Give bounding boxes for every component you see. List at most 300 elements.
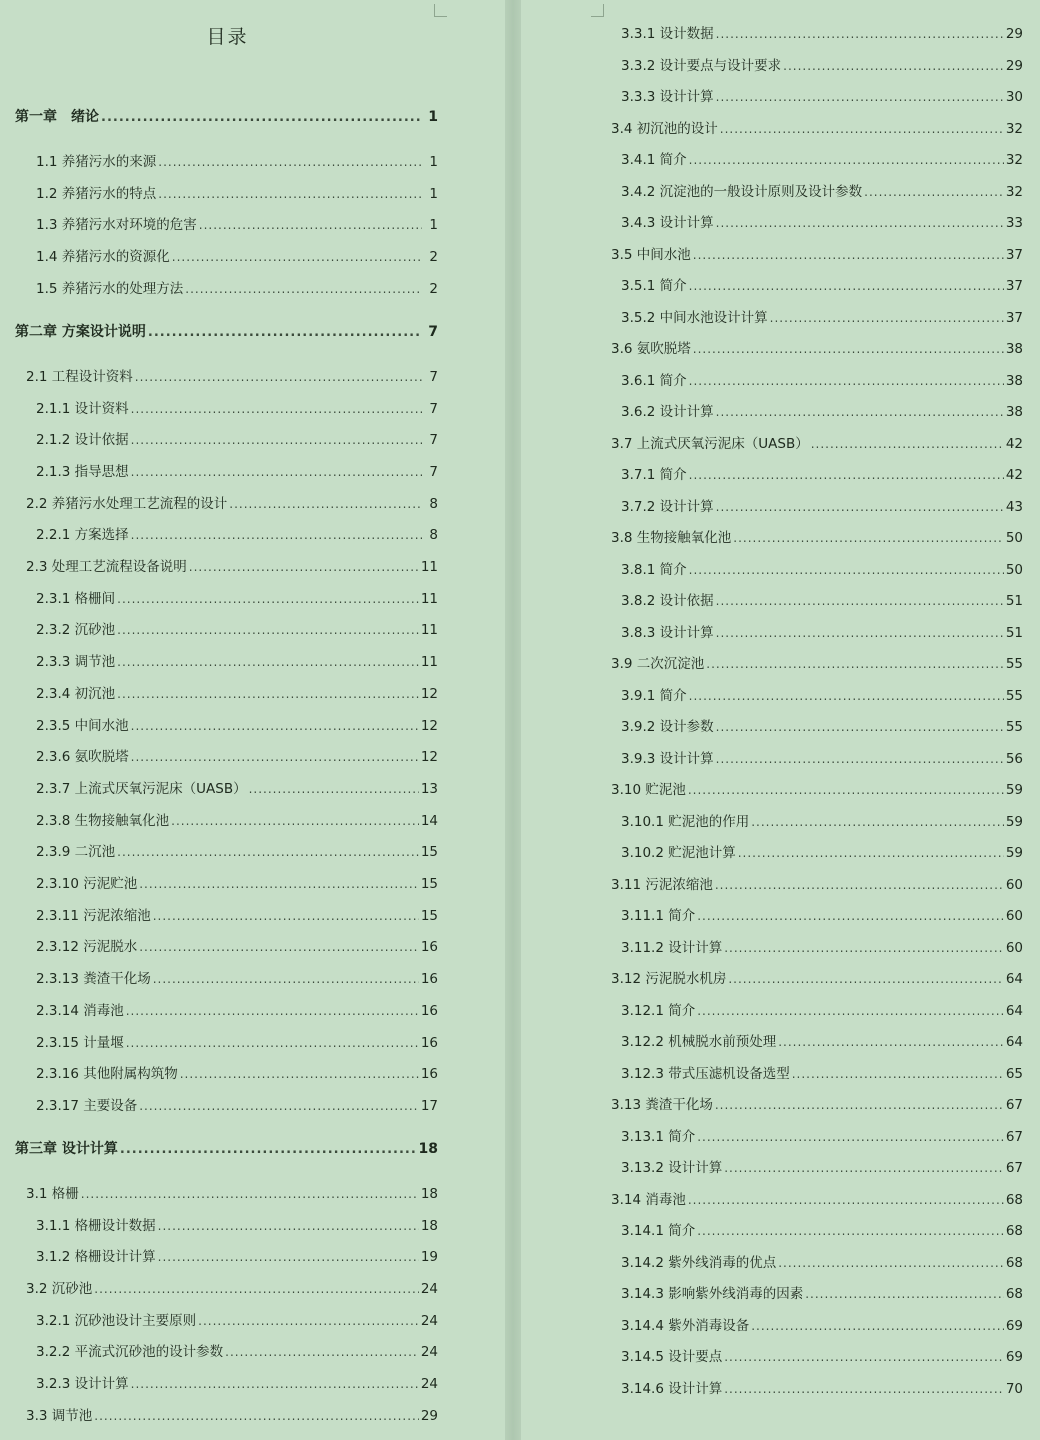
toc-entry[interactable]	[621, 558, 1023, 578]
toc-page-number: 37	[1005, 309, 1023, 326]
toc-page-number: 65	[1005, 1065, 1023, 1082]
toc-dot-leader	[131, 1377, 419, 1391]
toc-dot-leader	[158, 155, 422, 169]
toc-page-number: 18	[420, 1185, 438, 1202]
toc-dot-leader	[131, 402, 422, 416]
toc-entry[interactable]	[611, 967, 1023, 987]
toc-entry[interactable]	[621, 369, 1023, 389]
toc-entry-label: 3.14.4 紫外消毒设备	[621, 1317, 750, 1334]
toc-entry[interactable]	[36, 1309, 438, 1329]
toc-entry-label: 2.3.12 污泥脱水	[36, 939, 138, 956]
toc-entry-label: 3.13.1 简介	[621, 1128, 696, 1145]
page-corner-mark	[434, 4, 447, 17]
toc-page-number: 42	[1005, 467, 1023, 483]
toc-entry[interactable]	[621, 1219, 1023, 1239]
toc-dot-leader	[689, 563, 1004, 577]
toc-entry[interactable]	[621, 1030, 1023, 1050]
toc-page-number: 37	[1005, 278, 1023, 294]
toc-entry[interactable]	[36, 428, 438, 448]
toc-page-number: 7	[429, 463, 438, 480]
toc-entry[interactable]	[621, 148, 1023, 168]
toc-entry[interactable]	[621, 400, 1023, 420]
toc-dot-leader	[185, 282, 422, 296]
toc-entry-label: 3.12 污泥脱水机房	[611, 971, 727, 987]
toc-entry-label: 2.3.10 污泥贮池	[36, 876, 138, 892]
toc-entry-label: 3.14.2 紫外线消毒的优点	[621, 1254, 777, 1271]
toc-entry[interactable]	[36, 523, 438, 543]
toc-entry[interactable]	[36, 840, 438, 860]
toc-dot-leader	[738, 846, 1004, 860]
toc-entry[interactable]	[621, 715, 1023, 735]
toc-entry-label: 3.2.1 沉砂池设计主要原则	[36, 1312, 197, 1329]
toc-dot-leader	[148, 325, 422, 340]
toc-entry-label: 3.5 中间水池	[611, 246, 691, 263]
toc-entry-label: 2.3.6 氨吹脱塔	[36, 749, 129, 766]
toc-entry-label: 3.11 污泥浓缩池	[611, 876, 713, 893]
toc-page-number: 11	[420, 654, 438, 671]
toc-dot-leader	[117, 687, 419, 701]
toc-dot-leader	[158, 1250, 419, 1264]
toc-entry[interactable]	[36, 397, 438, 417]
toc-entry[interactable]	[36, 618, 438, 638]
toc-entry[interactable]	[26, 1182, 438, 1202]
toc-entry-label: 3.9.1 简介	[621, 687, 687, 704]
toc-entry-label: 3.12.1 简介	[621, 1002, 696, 1019]
toc-page-number: 69	[1005, 1317, 1023, 1334]
toc-dot-leader	[101, 110, 422, 125]
toc-page-number: 70	[1005, 1380, 1023, 1397]
toc-entry[interactable]	[26, 365, 438, 385]
toc-entry[interactable]	[621, 1251, 1023, 1271]
toc-dot-leader	[229, 497, 422, 511]
toc-dot-leader	[158, 1219, 419, 1233]
toc-entry-label: 2.3.7 上流式厌氧污泥床（UASB）	[36, 780, 247, 797]
toc-entry-label: 3.13 粪渣干化场	[611, 1097, 713, 1113]
toc-entry-label: 3.8.3 设计计算	[621, 624, 714, 641]
toc-entry-label: 2.3.17 主要设备	[36, 1097, 138, 1114]
toc-page-number: 60	[1005, 876, 1023, 893]
toc-entry[interactable]	[621, 85, 1023, 105]
toc-dot-leader	[733, 531, 1004, 545]
toc-entry[interactable]	[36, 967, 438, 987]
toc-dot-leader	[117, 623, 419, 637]
toc-entry[interactable]	[36, 872, 438, 892]
toc-page-number: 68	[1005, 1191, 1023, 1208]
toc-page-number: 1	[428, 109, 438, 125]
toc-dot-leader	[139, 940, 419, 954]
toc-page-number: 24	[420, 1281, 438, 1297]
toc-page-number: 33	[1005, 215, 1023, 231]
toc-entry-label: 3.2 沉砂池	[26, 1281, 93, 1297]
toc-dot-leader	[811, 437, 1004, 451]
toc-page-number: 12	[420, 749, 438, 766]
toc-entry[interactable]	[36, 714, 438, 734]
toc-dot-leader	[126, 1036, 419, 1050]
toc-page-number: 67	[1005, 1128, 1023, 1145]
toc-page-number: 55	[1005, 656, 1023, 672]
toc-entry[interactable]	[36, 245, 438, 265]
toc-dot-leader	[697, 1130, 1004, 1144]
toc-page-left	[0, 0, 505, 1440]
toc-entry[interactable]	[26, 1404, 438, 1424]
toc-entry-label: 3.14.1 简介	[621, 1223, 696, 1239]
toc-entry-label: 1.2 养猪污水的特点	[36, 185, 157, 202]
toc-dot-leader	[697, 1004, 1004, 1018]
toc-dot-leader	[778, 1256, 1004, 1270]
toc-page-number: 16	[420, 971, 438, 988]
toc-page-number: 8	[429, 495, 438, 512]
toc-entry-label: 2.3.1 格栅间	[36, 590, 116, 607]
toc-entry[interactable]	[621, 999, 1023, 1019]
toc-dot-leader	[135, 370, 422, 384]
toc-dot-leader	[131, 465, 422, 479]
toc-entry[interactable]	[611, 243, 1023, 263]
toc-entry-label: 2.3.2 沉砂池	[36, 622, 116, 639]
toc-dot-leader	[716, 500, 1004, 514]
toc-dot-leader	[778, 1035, 1004, 1049]
toc-dot-leader	[783, 59, 1004, 73]
toc-entry[interactable]	[621, 1377, 1023, 1397]
toc-entry[interactable]	[621, 22, 1023, 42]
toc-dot-leader	[171, 814, 419, 828]
toc-dot-leader	[117, 592, 419, 606]
toc-dot-leader	[724, 941, 1004, 955]
toc-entry-label: 3.10 贮泥池	[611, 782, 686, 798]
toc-entry-label: 3.5.2 中间水池设计计算	[621, 309, 768, 326]
toc-entry-label: 3.14.3 影响紫外线消毒的因素	[621, 1286, 804, 1302]
toc-entry-label: 3.2.3 设计计算	[36, 1376, 129, 1393]
toc-page-number: 16	[420, 1002, 438, 1019]
toc-dot-leader	[153, 972, 419, 986]
toc-entry-label: 2.1.3 指导思想	[36, 463, 129, 480]
toc-entry[interactable]	[621, 621, 1023, 641]
toc-entry-label: 第一章 绪论	[15, 109, 99, 125]
toc-entry-label: 3.4.2 沉淀池的一般设计原则及设计参数	[621, 183, 863, 200]
toc-entry[interactable]	[621, 810, 1023, 830]
toc-page-right	[521, 0, 1040, 1440]
toc-entry[interactable]	[621, 684, 1023, 704]
toc-entry-label: 3.3.1 设计数据	[621, 26, 714, 42]
toc-dot-leader	[689, 374, 1004, 388]
toc-entry[interactable]	[36, 1031, 438, 1051]
toc-page-number: 14	[420, 812, 438, 829]
toc-entry[interactable]	[36, 777, 438, 797]
toc-page-number: 29	[1005, 26, 1023, 42]
toc-entry-label: 3.1 格栅	[26, 1185, 79, 1202]
toc-dot-leader	[689, 153, 1004, 167]
toc-entry-label: 3.1.1 格栅设计数据	[36, 1217, 156, 1234]
toc-page-number: 29	[420, 1407, 438, 1424]
toc-entry-label: 3.14.6 设计计算	[621, 1380, 723, 1397]
toc-page-number: 13	[420, 780, 438, 797]
toc-entry-label: 3.13.2 设计计算	[621, 1160, 723, 1176]
toc-dot-leader	[139, 877, 419, 891]
toc-entry-label: 3.9.3 设计计算	[621, 750, 714, 767]
toc-entry[interactable]	[611, 526, 1023, 546]
toc-entry-label: 2.2 养猪污水处理工艺流程的设计	[26, 495, 228, 512]
toc-entry-label: 1.3 养猪污水对环境的危害	[36, 217, 197, 234]
toc-dot-leader	[158, 187, 422, 201]
toc-dot-leader	[688, 1193, 1004, 1207]
toc-entry[interactable]	[621, 495, 1023, 515]
toc-page-number: 60	[1005, 939, 1023, 956]
toc-dot-leader	[126, 1004, 419, 1018]
toc-dot-leader	[715, 1098, 1004, 1112]
toc-entry-label: 1.1 养猪污水的来源	[36, 154, 157, 170]
toc-entry[interactable]	[36, 1062, 438, 1082]
toc-dot-leader	[716, 594, 1004, 608]
toc-page-number: 68	[1005, 1223, 1023, 1239]
toc-entry-label: 1.4 养猪污水的资源化	[36, 249, 170, 266]
toc-dot-leader	[94, 1282, 419, 1296]
toc-entry-label: 3.1.2 格栅设计计算	[36, 1249, 156, 1266]
toc-entry-label: 2.2.1 方案选择	[36, 527, 129, 544]
toc-entry-label: 3.7 上流式厌氧污泥床（UASB）	[611, 435, 809, 452]
toc-entry[interactable]	[36, 809, 438, 829]
toc-dot-leader	[81, 1187, 419, 1201]
toc-entry-label: 2.1.1 设计资料	[36, 400, 129, 417]
toc-dot-leader	[199, 218, 422, 232]
toc-entry[interactable]	[36, 460, 438, 480]
toc-page-number: 56	[1005, 750, 1023, 767]
toc-page-number: 1	[429, 185, 438, 202]
toc-page-number: 16	[420, 1066, 438, 1083]
toc-entry[interactable]	[621, 841, 1023, 861]
toc-entry-label: 3.7.2 设计计算	[621, 498, 714, 515]
toc-entry[interactable]	[621, 1314, 1023, 1334]
toc-dot-leader	[697, 909, 1004, 923]
toc-page-number: 1	[429, 154, 438, 170]
toc-entry[interactable]	[26, 492, 438, 512]
toc-page-number: 64	[1005, 1002, 1023, 1019]
toc-entry[interactable]	[621, 211, 1023, 231]
toc-entry-label: 2.3.8 生物接触氧化池	[36, 812, 170, 829]
toc-dot-leader	[94, 1409, 419, 1423]
page-corner-mark	[591, 4, 604, 17]
toc-dot-leader	[751, 815, 1004, 829]
toc-entry[interactable]	[621, 1062, 1023, 1082]
toc-dot-leader	[715, 878, 1004, 892]
toc-dot-leader	[139, 1099, 419, 1113]
toc-page-number: 18	[418, 1140, 438, 1157]
toc-dot-leader	[706, 657, 1004, 671]
toc-entry[interactable]	[611, 337, 1023, 357]
toc-chapter-entry[interactable]	[15, 1138, 438, 1158]
toc-page-number: 55	[1005, 687, 1023, 704]
toc-page-number: 32	[1005, 183, 1023, 200]
toc-entry[interactable]	[621, 904, 1023, 924]
toc-entry[interactable]	[611, 432, 1023, 452]
toc-dot-leader	[728, 972, 1003, 986]
toc-entry-label: 3.3.2 设计要点与设计要求	[621, 57, 782, 74]
toc-entry-label: 2.1 工程设计资料	[26, 368, 133, 385]
toc-entry[interactable]	[36, 1372, 438, 1392]
toc-dot-leader	[117, 655, 419, 669]
toc-page-number: 15	[420, 907, 438, 924]
toc-entry[interactable]	[36, 150, 438, 170]
toc-entry-label: 3.4.3 设计计算	[621, 215, 714, 231]
toc-entry-label: 1.5 养猪污水的处理方法	[36, 280, 184, 297]
toc-entry-label: 3.7.1 简介	[621, 467, 687, 483]
toc-page-number: 11	[420, 559, 438, 575]
toc-page-number: 59	[1005, 782, 1023, 798]
toc-page-number: 1	[429, 217, 438, 234]
toc-entry[interactable]	[621, 1345, 1023, 1365]
toc-page-number: 16	[420, 939, 438, 956]
toc-entry[interactable]	[36, 1340, 438, 1360]
toc-entry[interactable]	[611, 873, 1023, 893]
toc-page-number: 12	[420, 685, 438, 702]
toc-dot-leader	[697, 1224, 1004, 1238]
toc-entry[interactable]	[36, 999, 438, 1019]
toc-dot-leader	[131, 719, 419, 733]
toc-page-number: 55	[1005, 719, 1023, 735]
toc-dot-leader	[689, 468, 1004, 482]
toc-entry-label: 2.3.15 计量堰	[36, 1034, 124, 1051]
toc-dot-leader	[249, 782, 419, 796]
toc-page-number: 43	[1005, 498, 1023, 515]
toc-entry-label: 2.3.5 中间水池	[36, 717, 129, 734]
toc-entry[interactable]	[621, 463, 1023, 483]
toc-page-number: 8	[429, 527, 438, 544]
toc-entry-label: 3.8.2 设计依据	[621, 593, 714, 609]
toc-page-number: 17	[420, 1097, 438, 1114]
page-gutter	[505, 0, 521, 1440]
toc-entry[interactable]	[621, 747, 1023, 767]
toc-entry-label: 2.3.3 调节池	[36, 654, 116, 671]
toc-page-number: 51	[1005, 624, 1023, 641]
toc-page-number: 38	[1005, 341, 1023, 357]
toc-dot-leader	[693, 342, 1004, 356]
toc-entry[interactable]	[621, 1156, 1023, 1176]
toc-page-number: 2	[429, 280, 438, 297]
toc-entry-label: 3.14.5 设计要点	[621, 1349, 723, 1365]
toc-dot-leader	[172, 250, 422, 264]
toc-entry[interactable]	[621, 54, 1023, 74]
toc-page-number: 29	[1005, 57, 1023, 74]
toc-entry[interactable]	[36, 213, 438, 233]
toc-entry[interactable]	[611, 778, 1023, 798]
toc-entry-label: 3.10.2 贮泥池计算	[621, 845, 736, 861]
toc-entry[interactable]	[36, 904, 438, 924]
toc-entry[interactable]	[26, 1277, 438, 1297]
toc-entry-label: 3.4.1 简介	[621, 152, 687, 168]
toc-chapter-entry[interactable]	[15, 106, 438, 126]
toc-page-number: 67	[1005, 1160, 1023, 1176]
toc-entry-label: 3.12.3 带式压滤机设备选型	[621, 1065, 790, 1082]
toc-entry[interactable]	[621, 180, 1023, 200]
toc-entry-label: 2.3.16 其他附属构筑物	[36, 1066, 178, 1083]
toc-dot-leader	[689, 689, 1004, 703]
toc-entry[interactable]	[611, 652, 1023, 672]
toc-dot-leader	[716, 626, 1004, 640]
toc-dot-leader	[751, 1319, 1004, 1333]
toc-entry[interactable]	[36, 682, 438, 702]
toc-page-number: 12	[420, 717, 438, 734]
toc-dot-leader	[724, 1382, 1004, 1396]
toc-entry-label: 3.5.1 简介	[621, 278, 687, 294]
toc-page-number: 30	[1005, 89, 1023, 105]
toc-entry-label: 3.3 调节池	[26, 1407, 93, 1424]
toc-page-number: 11	[420, 590, 438, 607]
toc-dot-leader	[131, 433, 422, 447]
toc-dot-leader	[716, 27, 1004, 41]
toc-page-number: 15	[420, 844, 438, 861]
toc-entry[interactable]	[36, 182, 438, 202]
toc-dot-leader	[770, 311, 1004, 325]
toc-page-number: 24	[420, 1376, 438, 1393]
toc-entry-label: 3.9.2 设计参数	[621, 719, 714, 735]
toc-page-number: 19	[420, 1249, 438, 1266]
toc-entry[interactable]	[621, 936, 1023, 956]
toc-chapter-entry[interactable]	[15, 321, 438, 341]
toc-entry[interactable]	[621, 589, 1023, 609]
toc-entry[interactable]	[621, 1125, 1023, 1145]
toc-entry[interactable]	[611, 117, 1023, 137]
toc-entry[interactable]	[36, 277, 438, 297]
toc-page-number: 51	[1005, 593, 1023, 609]
toc-entry-label: 3.8 生物接触氧化池	[611, 530, 732, 546]
toc-page-number: 38	[1005, 372, 1023, 389]
toc-page-number: 32	[1005, 120, 1023, 137]
toc-dot-leader	[716, 216, 1004, 230]
toc-dot-leader	[153, 909, 419, 923]
toc-dot-leader	[189, 560, 419, 574]
toc-entry[interactable]	[621, 306, 1023, 326]
toc-page-number: 60	[1005, 908, 1023, 924]
toc-entry-label: 3.6 氨吹脱塔	[611, 341, 691, 357]
toc-entry-label: 3.2.2 平流式沉砂池的设计参数	[36, 1344, 224, 1361]
toc-dot-leader	[198, 1314, 419, 1328]
toc-page-number: 15	[420, 876, 438, 892]
toc-entry[interactable]	[26, 555, 438, 575]
toc-entry-label: 第二章 方案设计说明	[15, 323, 146, 340]
toc-page-number: 42	[1005, 435, 1023, 452]
toc-entry[interactable]	[36, 587, 438, 607]
toc-page-number: 38	[1005, 404, 1023, 420]
toc-entry[interactable]	[36, 935, 438, 955]
toc-entry[interactable]	[621, 1282, 1023, 1302]
toc-entry[interactable]	[611, 1093, 1023, 1113]
toc-page-number: 59	[1005, 845, 1023, 861]
toc-page-number: 18	[420, 1217, 438, 1234]
toc-dot-leader	[693, 248, 1004, 262]
toc-page-number: 7	[429, 368, 438, 385]
toc-entry-label: 3.11.2 设计计算	[621, 939, 723, 956]
toc-entry[interactable]	[36, 650, 438, 670]
toc-page-number: 68	[1005, 1286, 1023, 1302]
toc-dot-leader	[716, 90, 1004, 104]
toc-entry[interactable]	[611, 1188, 1023, 1208]
toc-entry[interactable]	[36, 1214, 438, 1234]
toc-entry-label: 第三章 设计计算	[15, 1140, 118, 1157]
toc-entry-label: 2.3.11 污泥浓缩池	[36, 907, 151, 924]
toc-entry[interactable]	[36, 745, 438, 765]
toc-entry-label: 2.3.13 粪渣干化场	[36, 971, 151, 988]
toc-page-number: 24	[420, 1344, 438, 1361]
toc-page-number: 64	[1005, 1034, 1023, 1050]
toc-page-number: 67	[1005, 1097, 1023, 1113]
toc-entry[interactable]	[36, 1094, 438, 1114]
toc-entry[interactable]	[621, 274, 1023, 294]
toc-entry-label: 2.3.9 二沉池	[36, 844, 116, 861]
toc-entry[interactable]	[36, 1245, 438, 1265]
toc-entry-label: 2.3.14 消毒池	[36, 1002, 124, 1019]
toc-entry-label: 3.10.1 贮泥池的作用	[621, 813, 750, 830]
toc-entry-label: 3.9 二次沉淀池	[611, 656, 705, 672]
toc-entry-label: 2.1.2 设计依据	[36, 432, 129, 449]
toc-page-number: 2	[429, 249, 438, 266]
